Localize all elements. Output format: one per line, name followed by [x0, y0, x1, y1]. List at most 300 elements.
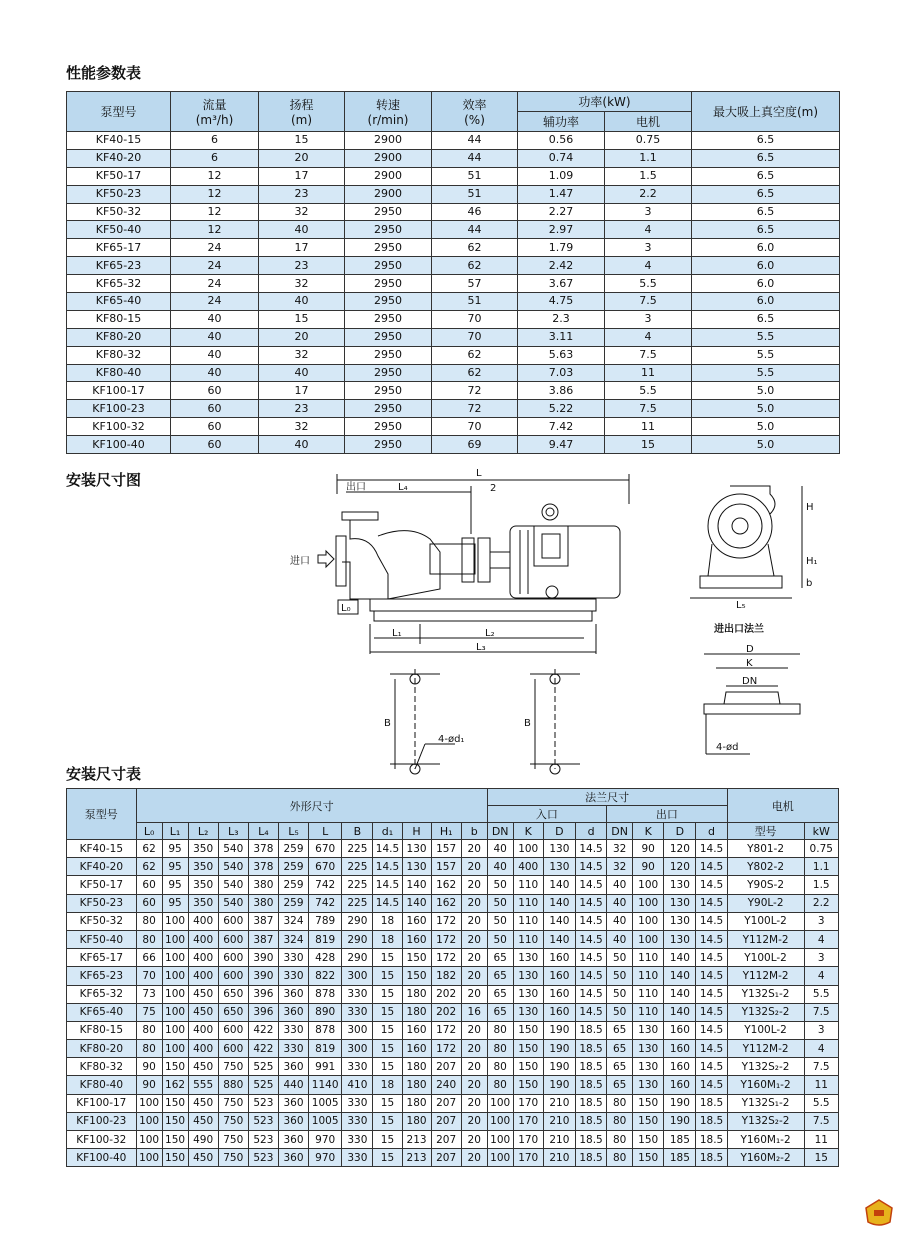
table-cell: 450: [188, 1094, 218, 1112]
table-cell: 290: [342, 930, 373, 948]
sub-header: L₅: [278, 823, 308, 840]
table-cell: 14.5: [696, 840, 727, 858]
table-row: [67, 1094, 839, 1112]
table-cell: 400: [188, 1040, 218, 1058]
table-cell: 6: [171, 149, 259, 167]
table-cell: 2950: [345, 310, 432, 328]
table-cell: 523: [248, 1112, 278, 1130]
table-cell: 3.11: [518, 328, 605, 346]
table-cell: 130: [513, 949, 543, 967]
table-row: [67, 382, 840, 400]
table-cell: 130: [664, 894, 696, 912]
table-cell: 207: [431, 1094, 461, 1112]
table-cell: 6.0: [692, 293, 840, 311]
table-row: [67, 1058, 839, 1076]
header-outline: 外形尺寸: [136, 789, 487, 823]
table-cell: 330: [278, 967, 308, 985]
install-figure-title: 安装尺寸图: [66, 471, 142, 489]
table-cell: 16: [461, 1003, 487, 1021]
table-cell: 95: [162, 840, 188, 858]
sub-header-motor-model: 型号: [727, 823, 804, 840]
table-cell: 14.5: [575, 985, 606, 1003]
table-cell: 207: [431, 1149, 461, 1167]
table-row: [67, 1021, 839, 1039]
table-cell: 60: [171, 400, 259, 418]
table-cell: 225: [342, 876, 373, 894]
table-cell: 110: [633, 1003, 664, 1021]
table-row: [67, 876, 839, 894]
table-cell: 100: [162, 967, 188, 985]
table-cell: 350: [188, 876, 218, 894]
table-cell: 6.5: [692, 132, 840, 150]
table-cell: 160: [543, 1003, 575, 1021]
table-cell: 95: [162, 894, 188, 912]
table-row: [67, 912, 839, 930]
table-cell: KF50-32: [67, 912, 137, 930]
table-cell: 72: [432, 382, 518, 400]
table-cell: 20: [259, 149, 345, 167]
table-cell: 5.0: [692, 436, 840, 454]
table-cell: 44: [432, 149, 518, 167]
table-cell: Y100L-2: [727, 1021, 804, 1039]
table-cell: 170: [513, 1149, 543, 1167]
dimension-L0: [338, 600, 358, 614]
table-cell: 14.5: [696, 894, 727, 912]
table-cell: 14.5: [696, 985, 727, 1003]
table-cell: 11: [804, 1076, 839, 1094]
table-cell: 60: [136, 876, 162, 894]
table-cell: 180: [402, 1112, 431, 1130]
table-cell: KF100-40: [67, 436, 171, 454]
table-cell: 140: [543, 894, 575, 912]
table-cell: 5.22: [518, 400, 605, 418]
table-row: [67, 167, 840, 185]
table-cell: 172: [431, 1021, 461, 1039]
svg-text:L₃: L₃: [476, 642, 486, 653]
table-cell: 202: [431, 1003, 461, 1021]
table-cell: 15: [373, 949, 402, 967]
table-cell: 20: [461, 912, 487, 930]
table-cell: 180: [402, 1076, 431, 1094]
table-row: [67, 346, 840, 364]
svg-text:4-ød₁: 4-ød₁: [438, 734, 465, 745]
table-cell: 172: [431, 949, 461, 967]
table-cell: 160: [402, 1021, 431, 1039]
table-row: [67, 840, 839, 858]
table-row: [67, 894, 839, 912]
table-cell: 80: [487, 1040, 513, 1058]
table-cell: 210: [543, 1112, 575, 1130]
table-cell: 0.56: [518, 132, 605, 150]
table-cell: 65: [487, 967, 513, 985]
table-cell: 18: [373, 1076, 402, 1094]
table-row: [67, 858, 839, 876]
header-motor-power: 电机: [605, 112, 692, 132]
table-cell: KF40-20: [67, 149, 171, 167]
table-cell: 7.5: [605, 293, 692, 311]
table-cell: 18.5: [575, 1040, 606, 1058]
table-cell: 80: [607, 1094, 633, 1112]
table-cell: 14.5: [696, 876, 727, 894]
table-cell: 1005: [309, 1094, 342, 1112]
table-cell: 2.42: [518, 257, 605, 275]
table-cell: 73: [136, 985, 162, 1003]
table-cell: 46: [432, 203, 518, 221]
table-cell: Y112M-2: [727, 930, 804, 948]
table-cell: 20: [461, 894, 487, 912]
table-cell: 4: [605, 257, 692, 275]
table-cell: 23: [259, 185, 345, 203]
table-cell: 80: [136, 1040, 162, 1058]
table-cell: 324: [278, 930, 308, 948]
table-cell: 1.09: [518, 167, 605, 185]
table-cell: 600: [218, 912, 248, 930]
table-cell: 162: [431, 894, 461, 912]
table-cell: 14.5: [575, 930, 606, 948]
table-cell: Y801-2: [727, 840, 804, 858]
table-cell: 20: [259, 328, 345, 346]
table-cell: 100: [136, 1094, 162, 1112]
table-cell: 15: [373, 1131, 402, 1149]
table-cell: KF80-20: [67, 1040, 137, 1058]
table-cell: 5.5: [605, 275, 692, 293]
table-cell: 51: [432, 167, 518, 185]
table-cell: 819: [309, 1040, 342, 1058]
table-cell: 50: [487, 930, 513, 948]
table-cell: 14.5: [575, 858, 606, 876]
header-outlet: 出口: [607, 806, 727, 823]
pump-side-view: [690, 486, 818, 611]
table-cell: 330: [342, 1058, 373, 1076]
table-cell: 20: [461, 985, 487, 1003]
table-cell: KF80-15: [67, 310, 171, 328]
table-cell: 6.5: [692, 185, 840, 203]
table-cell: 14.5: [696, 1021, 727, 1039]
table-cell: 5.0: [692, 400, 840, 418]
sub-header: L: [309, 823, 342, 840]
flange-drawing: [704, 644, 800, 754]
table-cell: 50: [607, 949, 633, 967]
table-cell: 2950: [345, 382, 432, 400]
table-cell: 100: [162, 930, 188, 948]
table-cell: 100: [487, 1131, 513, 1149]
table-cell: 100: [633, 876, 664, 894]
table-cell: 970: [309, 1149, 342, 1167]
table-cell: KF50-40: [67, 930, 137, 948]
table-cell: 396: [248, 1003, 278, 1021]
table-cell: Y160M₂-2: [727, 1149, 804, 1167]
table-cell: 15: [373, 1149, 402, 1167]
table-cell: 400: [513, 858, 543, 876]
table-cell: 15: [804, 1149, 839, 1167]
table-cell: 991: [309, 1058, 342, 1076]
table-cell: KF80-40: [67, 364, 171, 382]
table-cell: 4: [605, 328, 692, 346]
table-cell: 7.5: [804, 1003, 839, 1021]
table-cell: 51: [432, 293, 518, 311]
table-cell: 20: [461, 1112, 487, 1130]
table-cell: 6.5: [692, 149, 840, 167]
table-cell: 140: [664, 967, 696, 985]
table-cell: 90: [136, 1076, 162, 1094]
table-cell: 150: [513, 1021, 543, 1039]
table-cell: 32: [259, 203, 345, 221]
table-cell: 259: [278, 894, 308, 912]
table-cell: 207: [431, 1058, 461, 1076]
table-cell: 600: [218, 930, 248, 948]
header-inlet: 入口: [487, 806, 606, 823]
svg-text:DN: DN: [742, 676, 758, 687]
table-cell: 160: [543, 985, 575, 1003]
table-cell: 50: [487, 912, 513, 930]
table-cell: 80: [487, 1021, 513, 1039]
table-cell: 40: [171, 328, 259, 346]
table-cell: 380: [248, 894, 278, 912]
table-row: [67, 1149, 839, 1167]
header-shaft-power: 辅功率: [518, 112, 605, 132]
table-cell: KF40-20: [67, 858, 137, 876]
table-row: [67, 185, 840, 203]
table-cell: 12: [171, 203, 259, 221]
table-cell: 290: [342, 912, 373, 930]
table-cell: 2950: [345, 400, 432, 418]
table-cell: 65: [607, 1021, 633, 1039]
table-cell: 110: [513, 930, 543, 948]
table-cell: 3: [804, 1021, 839, 1039]
table-cell: Y132S₂-2: [727, 1058, 804, 1076]
table-cell: KF50-23: [67, 894, 137, 912]
header-head: 扬程 (m): [259, 92, 345, 132]
table-cell: 2.27: [518, 203, 605, 221]
sub-header: L₂: [188, 823, 218, 840]
table-cell: KF50-40: [67, 221, 171, 239]
table-cell: 259: [278, 876, 308, 894]
table-cell: 20: [461, 1058, 487, 1076]
svg-text:L₀: L₀: [341, 603, 351, 614]
table-cell: 1.1: [605, 149, 692, 167]
table-cell: 20: [461, 930, 487, 948]
table-cell: 23: [259, 257, 345, 275]
table-cell: 62: [432, 346, 518, 364]
svg-text:B: B: [384, 718, 391, 729]
table-cell: 150: [513, 1076, 543, 1094]
svg-text:b: b: [806, 578, 813, 589]
table-cell: 150: [402, 949, 431, 967]
table-cell: 70: [432, 328, 518, 346]
table-cell: 330: [342, 1131, 373, 1149]
table-row: [67, 400, 840, 418]
table-cell: 789: [309, 912, 342, 930]
table-cell: 150: [633, 1131, 664, 1149]
table-cell: 970: [309, 1131, 342, 1149]
sub-header: D: [664, 823, 696, 840]
table-cell: 90: [136, 1058, 162, 1076]
table-cell: 65: [607, 1058, 633, 1076]
table-cell: 525: [248, 1058, 278, 1076]
table-cell: 120: [664, 858, 696, 876]
table-cell: 4: [804, 1040, 839, 1058]
table-cell: KF50-23: [67, 185, 171, 203]
table-cell: 380: [248, 876, 278, 894]
table-cell: 300: [342, 1021, 373, 1039]
table-row: [67, 967, 839, 985]
table-cell: 878: [309, 1021, 342, 1039]
table-cell: 3: [605, 239, 692, 257]
table-cell: 40: [607, 912, 633, 930]
table-cell: 450: [188, 985, 218, 1003]
sub-header: d: [575, 823, 606, 840]
table-row: [67, 930, 839, 948]
table-cell: 878: [309, 985, 342, 1003]
svg-text:H: H: [806, 502, 814, 513]
table-cell: 32: [259, 346, 345, 364]
table-cell: 160: [543, 949, 575, 967]
table-cell: 160: [664, 1076, 696, 1094]
table-cell: 160: [402, 912, 431, 930]
sub-header: d: [696, 823, 727, 840]
table-cell: 2950: [345, 364, 432, 382]
dimension-L: [337, 468, 629, 504]
table-cell: 670: [309, 858, 342, 876]
table-cell: 150: [162, 1058, 188, 1076]
table-cell: 50: [607, 985, 633, 1003]
table-cell: 110: [513, 912, 543, 930]
table-cell: 14.5: [575, 840, 606, 858]
table-cell: KF80-40: [67, 1076, 137, 1094]
table-cell: 6.5: [692, 310, 840, 328]
table-cell: KF100-40: [67, 1149, 137, 1167]
table-cell: 14.5: [696, 912, 727, 930]
svg-text:K: K: [746, 658, 753, 669]
table-cell: 225: [342, 894, 373, 912]
table-cell: 110: [513, 894, 543, 912]
table-cell: 100: [633, 912, 664, 930]
table-cell: 330: [278, 949, 308, 967]
table-cell: 40: [171, 346, 259, 364]
header-pump-model: 泵型号: [67, 92, 171, 132]
table-cell: 160: [664, 1058, 696, 1076]
table-cell: 300: [342, 1040, 373, 1058]
table-cell: 51: [432, 185, 518, 203]
svg-text:2: 2: [490, 483, 497, 494]
table-cell: KF100-17: [67, 1094, 137, 1112]
table-row: [67, 436, 840, 454]
table-cell: 150: [633, 1149, 664, 1167]
table-cell: 15: [373, 967, 402, 985]
table-cell: 110: [633, 967, 664, 985]
table-cell: 44: [432, 132, 518, 150]
table-cell: 540: [218, 894, 248, 912]
table-row: [67, 275, 840, 293]
table-cell: 95: [162, 876, 188, 894]
table-cell: 23: [259, 400, 345, 418]
table-cell: 6.0: [692, 257, 840, 275]
table-cell: 18.5: [575, 1021, 606, 1039]
installation-dimension-table: [66, 788, 839, 1167]
table-cell: KF65-40: [67, 1003, 137, 1021]
table-cell: 422: [248, 1021, 278, 1039]
table-row: [67, 293, 840, 311]
svg-text:L: L: [476, 468, 482, 479]
table-cell: 150: [633, 1094, 664, 1112]
table-cell: KF100-23: [67, 400, 171, 418]
svg-text:进口: 进口: [290, 556, 310, 567]
sub-header: B: [342, 823, 373, 840]
table-cell: 440: [278, 1076, 308, 1094]
table-cell: 20: [461, 1021, 487, 1039]
table-cell: 130: [513, 985, 543, 1003]
table-cell: 14.5: [696, 930, 727, 948]
table-cell: 400: [188, 949, 218, 967]
table-cell: 18.5: [575, 1131, 606, 1149]
table-cell: Y112M-2: [727, 967, 804, 985]
table-cell: 65: [487, 985, 513, 1003]
table-cell: 750: [218, 1094, 248, 1112]
table-cell: 40: [259, 293, 345, 311]
table-cell: 213: [402, 1131, 431, 1149]
table-row: [67, 328, 840, 346]
table-cell: 130: [543, 858, 575, 876]
table-cell: 120: [664, 840, 696, 858]
table-cell: 207: [431, 1131, 461, 1149]
table-cell: 14.5: [696, 1076, 727, 1094]
foundation-bolt-pattern-1: [384, 669, 464, 774]
table-cell: 2.2: [804, 894, 839, 912]
table-cell: 14.5: [696, 1040, 727, 1058]
table-cell: 57: [432, 275, 518, 293]
table-cell: 80: [136, 912, 162, 930]
table-cell: 130: [402, 858, 431, 876]
manufacturer-logo: [862, 1196, 896, 1230]
table-cell: 2950: [345, 328, 432, 346]
table-cell: 182: [431, 967, 461, 985]
table-cell: 62: [432, 364, 518, 382]
table-cell: 2950: [345, 275, 432, 293]
table-cell: 40: [487, 840, 513, 858]
table-cell: 259: [278, 858, 308, 876]
table-cell: 742: [309, 894, 342, 912]
table-cell: 20: [461, 1076, 487, 1094]
table-cell: Y100L-2: [727, 949, 804, 967]
svg-text:L₂: L₂: [485, 628, 495, 639]
table-cell: 190: [543, 1040, 575, 1058]
installation-drawing: [280, 464, 840, 782]
table-cell: 378: [248, 858, 278, 876]
table-cell: 140: [664, 949, 696, 967]
performance-table-title: 性能参数表: [66, 64, 142, 82]
table-cell: 130: [633, 1040, 664, 1058]
table-cell: 172: [431, 1040, 461, 1058]
table-cell: 490: [188, 1131, 218, 1149]
svg-text:H₁: H₁: [806, 556, 818, 567]
table-cell: 525: [248, 1076, 278, 1094]
pump-body: [336, 504, 620, 599]
table-cell: 7.5: [605, 400, 692, 418]
table-cell: 360: [278, 1112, 308, 1130]
table-cell: 450: [188, 1112, 218, 1130]
table-cell: 20: [461, 1094, 487, 1112]
table-cell: 24: [171, 239, 259, 257]
table-cell: 32: [607, 840, 633, 858]
table-cell: 387: [248, 930, 278, 948]
table-cell: 62: [136, 840, 162, 858]
table-cell: 378: [248, 840, 278, 858]
table-cell: 2950: [345, 257, 432, 275]
table-cell: 2950: [345, 239, 432, 257]
dimension-L1-L2-L3: [370, 624, 596, 653]
table-cell: 130: [402, 840, 431, 858]
table-cell: KF65-40: [67, 293, 171, 311]
